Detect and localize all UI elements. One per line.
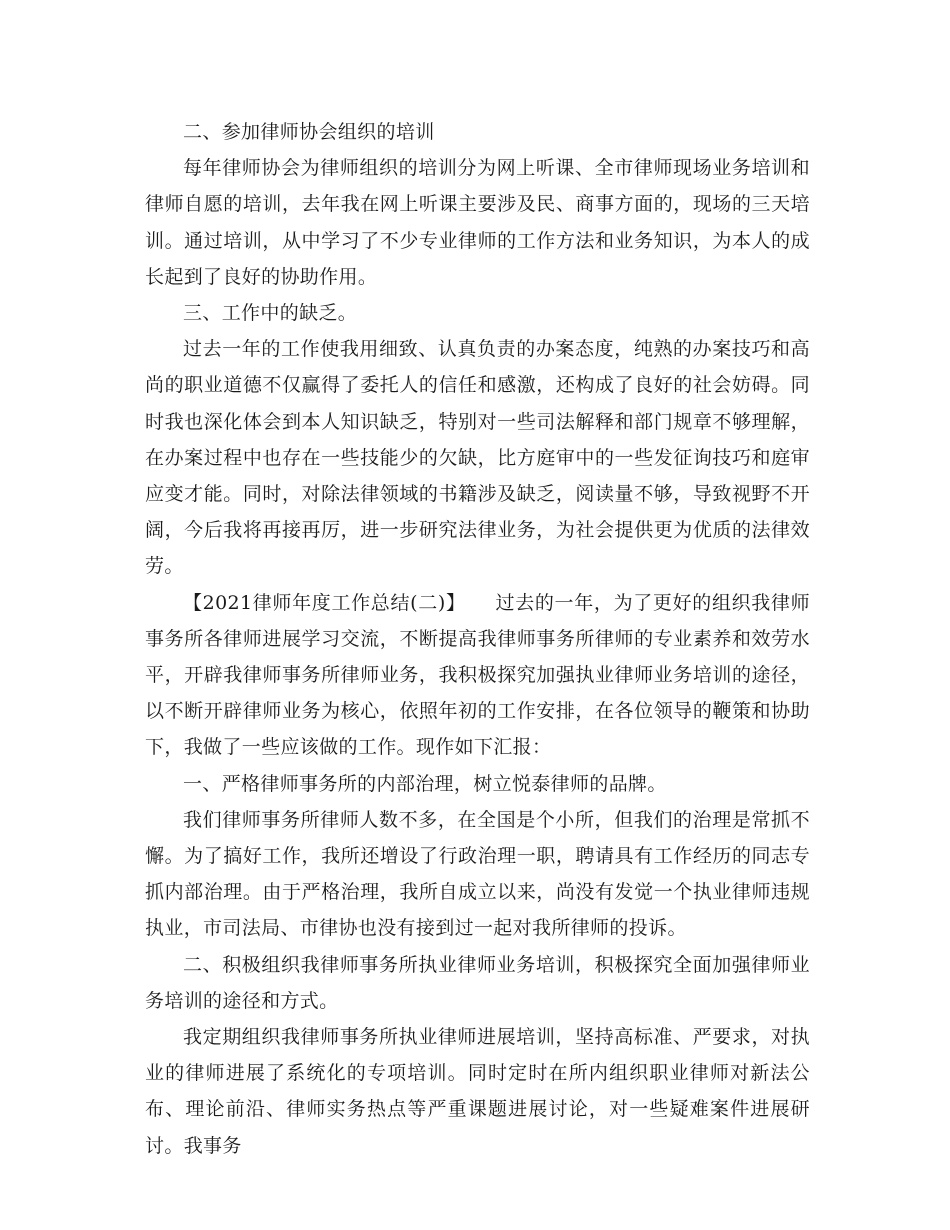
paragraph-training-body: 每年律师协会为律师组织的培训分为网上听课、全市律师现场业务培训和律师自愿的培训，去年我在网上听课主要涉及民、商事方面的，现场的三天培训。通过培训，从中学习了不少专业律师的工作方法和业务知识，为本人的成长起到了良好的协助作用。 (145, 157, 810, 288)
paragraph-business-training-body: 我定期组织我律师事务所执业律师进展培训，坚持高标准、严要求，对执业的律师进展了系统化的专项培训。同时定时在所内组织职业律师对新法公布、理论前沿、律师实务热点等严重课题进展讨论，对一些疑难案件进展研讨。我事务 (145, 1026, 810, 1157)
paragraph-internal-management-body: 我们律师事务所律师人数不多，在全国是个小所，但我们的治理是常抓不懈。为了搞好工作，我所还增设了行政治理一职，聘请具有工作经历的同志专抓内部治理。由于严格治理，我所自成立以来，尚没有发觉一个执业律师违规执业，市司法局、市律协也没有接到过一起对我所律师的投诉。 (145, 808, 810, 940)
section-heading-business-training: 二、积极组织我律师事务所执业律师业务培训，积极探究全面加强律师业务培训的途径和方式。 (145, 953, 810, 1012)
document-page (145, 114, 810, 1164)
section-heading-internal-management: 一、严格律师事务所的内部治理，树立悦泰律师的品牌。 (183, 772, 667, 795)
paragraph-summary-two-intro: 【2021律师年度工作总结(二)】 过去的一年，为了更好的组织我律师事务所各律师进展学习交流，不断提高我律师事务所律师的专业素养和效劳水平，开辟我律师事务所律师业务，我积极探究加强执业律师业务培训的途径，以不断开辟律师业务为核心，依照年初的工作安排，在各位领导的鞭策和协助下，我做了一些应该做的工作。现作如下汇报： (145, 591, 810, 759)
section-heading-shortcomings: 三、工作中的缺乏。 (183, 302, 358, 325)
paragraph-shortcomings-body: 过去一年的工作使我用细致、认真负责的办案态度，纯熟的办案技巧和高尚的职业道德不仅赢得了委托人的信任和感激，还构成了良好的社会妨碍。同时我也深化体会到本人知识缺乏，特别对一些司法解释和部门规章不够理解，在办案过程中也存在一些技能少的欠缺，比方庭审中的一些发征询技巧和庭审应变才能。同时，对除法律领域的书籍涉及缺乏，阅读量不够，导致视野不开阔，今后我将再接再厉，进一步研究法律业务，为社会提供更为优质的法律效劳。 (145, 338, 810, 578)
section-heading-training: 二、参加律师协会组织的培训 (183, 121, 435, 143)
